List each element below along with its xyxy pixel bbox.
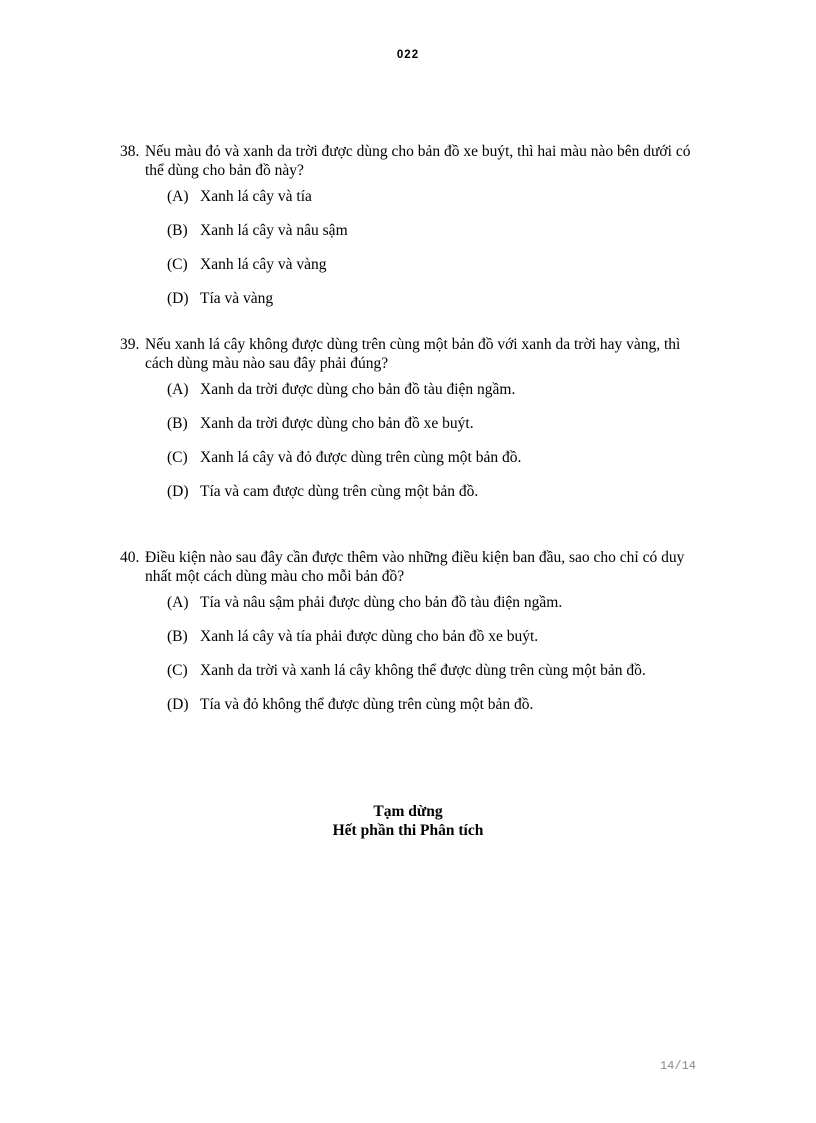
question-number: 39. [120,336,140,353]
page-number: 14/14 [659,1059,696,1073]
option-text: Xanh da trời được dùng cho bản đồ xe buýt. [200,415,474,432]
option-letter: (B) [167,222,188,239]
option-text: Tía và cam được dùng trên cùng một bản đồ. [200,483,479,500]
test-code: 022 [396,49,420,61]
option-text: Tía và nâu sậm phải được dùng cho bản đồ tàu điện ngầm. [200,594,563,611]
option-d [167,695,710,714]
answer-options [120,187,710,308]
option-text: Xanh lá cây và đỏ được dùng trên cùng một bản đồ. [200,449,522,466]
question-40 [120,548,710,729]
option-text: Xanh lá cây và tía phải được dùng cho bản đồ xe buýt. [200,628,539,645]
question-stem [120,335,710,373]
option-b [167,627,710,646]
option-c [167,448,710,467]
option-text: Xanh da trời được dùng cho bản đồ tàu điện ngầm. [200,381,516,398]
option-text: Tía và đỏ không thể được dùng trên cùng một bản đồ. [200,696,534,713]
option-a [167,593,710,612]
question-number: 38. [120,143,140,160]
option-letter: (A) [167,594,189,611]
option-text: Xanh lá cây và nâu sậm [200,222,348,239]
option-letter: (C) [167,256,188,273]
question-text: Nếu xanh lá cây không được dùng trên cùng một bản đồ với xanh da trời hay vàng, thì cách dùng màu nào sau đây phải đúng? [145,336,681,372]
option-c [167,255,710,274]
option-letter: (D) [167,483,189,500]
option-b [167,414,710,433]
option-letter: (D) [167,696,189,713]
option-letter: (A) [167,381,189,398]
option-a [167,187,710,206]
option-text: Xanh da trời và xanh lá cây không thể được dùng trên cùng một bản đồ. [200,662,646,679]
option-letter: (C) [167,662,188,679]
question-text: Điều kiện nào sau đây cần được thêm vào những điều kiện ban đầu, sao cho chỉ có duy nhất một cách dùng màu cho mỗi bản đồ? [145,549,685,585]
option-b [167,221,710,240]
option-text: Tía và vàng [200,290,274,307]
answer-options [120,593,710,714]
pause-label: Tạm dừng [373,803,443,820]
question-stem [120,548,710,586]
section-end [0,802,816,840]
option-a [167,380,710,399]
end-of-section-label: Hết phần thi Phân tích [332,822,484,839]
option-letter: (B) [167,415,188,432]
option-letter: (B) [167,628,188,645]
option-letter: (C) [167,449,188,466]
question-number: 40. [120,549,140,566]
option-text: Xanh lá cây và vàng [200,256,327,273]
option-letter: (D) [167,290,189,307]
option-text: Xanh lá cây và tía [200,188,312,205]
option-letter: (A) [167,188,189,205]
answer-options [120,380,710,501]
question-38 [120,142,710,323]
option-c [167,661,710,680]
question-text: Nếu màu đỏ và xanh da trời được dùng cho bản đồ xe buýt, thì hai màu nào bên dưới có thể dùng cho bản đồ này? [145,143,691,179]
option-d [167,289,710,308]
question-stem [120,142,710,180]
question-39 [120,335,710,516]
option-d [167,482,710,501]
